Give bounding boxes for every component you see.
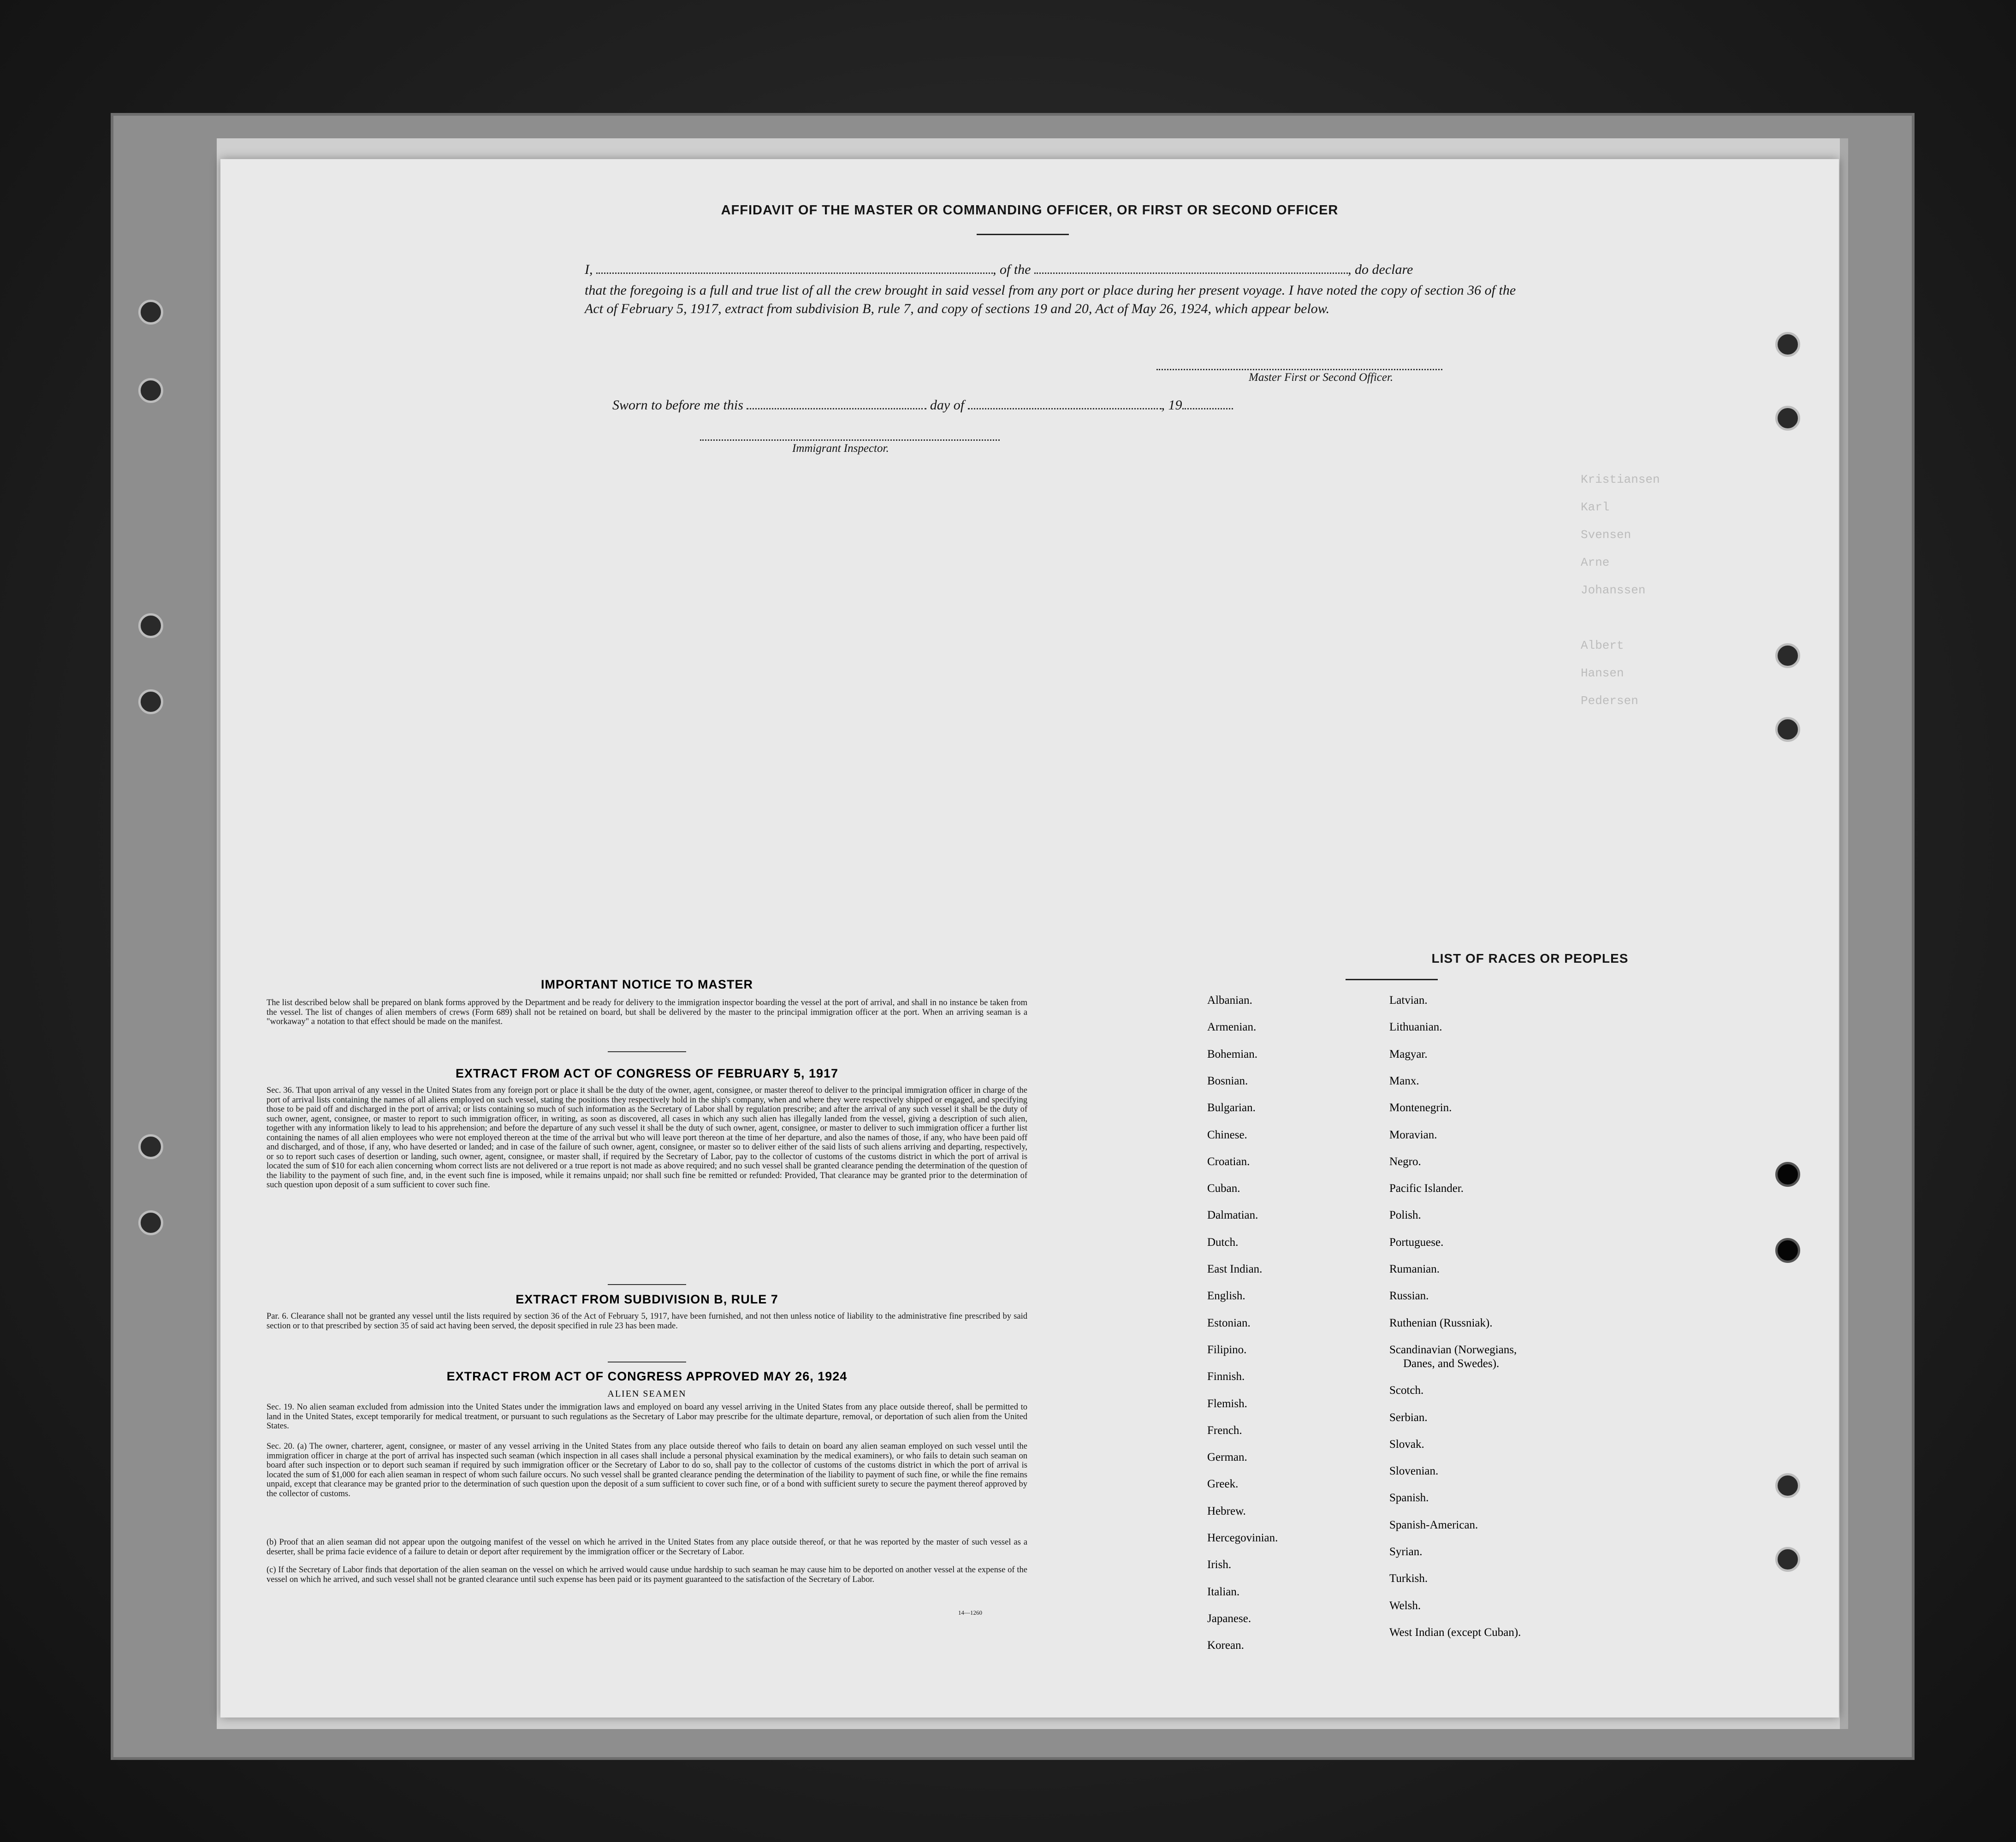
ghost-row: Johanssen xyxy=(1581,583,1646,597)
binder-hole-icon xyxy=(1775,1547,1800,1572)
race-item: Moravian. xyxy=(1389,1128,1437,1141)
race-item: Japanese. xyxy=(1207,1612,1251,1625)
ghost-row: Pedersen xyxy=(1581,694,1638,708)
race-item: German. xyxy=(1207,1451,1247,1464)
race-item: Syrian. xyxy=(1389,1546,1423,1558)
ghost-row: Hansen xyxy=(1581,666,1624,680)
binder-hole-icon xyxy=(1775,643,1800,668)
race-item: Albanian. xyxy=(1207,994,1252,1007)
declaration-do-declare: , do declare xyxy=(1348,262,1413,277)
race-item: Ruthenian (Russniak). xyxy=(1389,1316,1493,1329)
race-item: Estonian. xyxy=(1207,1316,1251,1329)
race-item: Spanish. xyxy=(1389,1492,1429,1504)
races-divider xyxy=(1346,979,1438,980)
declaration-body: that the foregoing is a full and true list of all the crew brought in said vessel from any port or place during her present voyage. I have noted the copy of section 36 of the Act of February 5, 1917, extract from subdivision B, rule 7, and copy of sections 19 and 20, Act of May 26, 1924, which appear below. xyxy=(585,283,1516,316)
binder-hole-icon xyxy=(138,1134,163,1159)
race-item: Manx. xyxy=(1389,1074,1419,1087)
race-item: Rumanian. xyxy=(1389,1263,1440,1275)
extract-1917-title: EXTRACT FROM ACT OF CONGRESS OF FEBRUARY 5, 1917 xyxy=(455,1066,839,1080)
binder-hole-icon xyxy=(1775,1238,1800,1263)
extract-1924-sec20c: (c) If the Secretary of Labor finds that deportation of the alien seaman on the vessel on which he arrived would cause undue hardship to such seaman he may cause him to be deported on another vessel at the expense of the vessel on which he arrived, and such vessel shall not be granted clearance until such expense has been paid or its payment guaranteed to the satisfaction of the Secretary of Labor. xyxy=(267,1565,1027,1584)
binder-hole-icon xyxy=(1775,1473,1800,1498)
extract-rule7-body: Par. 6. Clearance shall not be granted any vessel until the lists required by section 36 of the Act of February 5, 1917, have been furnished, and not then unless notice of liability to the administrative fine prescribed by said section or to that prescribed by section 35 of said act having been served, the deposit specified in rule 23 has been made. xyxy=(267,1312,1027,1331)
notice-title: IMPORTANT NOTICE TO MASTER xyxy=(541,977,753,991)
binder-hole-icon xyxy=(138,1210,163,1235)
race-item: Cuban. xyxy=(1207,1182,1240,1195)
master-signature-label: Master First or Second Officer. xyxy=(1249,371,1393,384)
declaration-i: I, xyxy=(585,262,593,277)
affidavit-title: AFFIDAVIT OF THE MASTER OR COMMANDING OFFICER, OR FIRST OR SECOND OFFICER xyxy=(721,203,1339,218)
race-item: French. xyxy=(1207,1424,1242,1437)
race-item: East Indian. xyxy=(1207,1263,1263,1275)
race-item: Montenegrin. xyxy=(1389,1102,1452,1114)
extract-rule7-title: EXTRACT FROM SUBDIVISION B, RULE 7 xyxy=(516,1292,778,1306)
race-item: Flemish. xyxy=(1207,1397,1247,1410)
race-item: Slovak. xyxy=(1389,1438,1424,1451)
binder-hole-icon xyxy=(1775,332,1800,357)
race-item: Spanish-American. xyxy=(1389,1518,1478,1531)
race-item: Croatian. xyxy=(1207,1155,1250,1168)
race-item: Pacific Islander. xyxy=(1389,1182,1464,1195)
race-item: Scandinavian (Norwegians, xyxy=(1389,1343,1517,1356)
race-item: Latvian. xyxy=(1389,994,1428,1007)
race-item: Italian. xyxy=(1207,1585,1240,1598)
alien-seamen-subtitle: ALIEN SEAMEN xyxy=(607,1389,687,1399)
binder-hole-icon xyxy=(138,378,163,403)
section-divider xyxy=(608,1051,686,1052)
day-of-text: day of xyxy=(930,397,965,413)
binder-hole-icon xyxy=(1775,1162,1800,1187)
race-item: Dutch. xyxy=(1207,1236,1239,1249)
extract-1924-title: EXTRACT FROM ACT OF CONGRESS APPROVED MAY 26, 1924 xyxy=(446,1369,848,1383)
ghost-row: Svensen xyxy=(1581,528,1631,542)
race-item: Slovenian. xyxy=(1389,1465,1439,1478)
race-item: Filipino. xyxy=(1207,1343,1247,1356)
ghost-row: Karl xyxy=(1581,500,1610,514)
binder-hole-icon xyxy=(138,613,163,638)
sworn-line xyxy=(612,395,1233,413)
year-prefix: , 19 xyxy=(1161,397,1182,413)
race-item: Welsh. xyxy=(1389,1599,1421,1612)
race-item: Korean. xyxy=(1207,1639,1244,1652)
race-item: Greek. xyxy=(1207,1478,1239,1491)
race-item: Russian. xyxy=(1389,1290,1429,1303)
race-item: Danes, and Swedes). xyxy=(1403,1357,1500,1370)
race-item: Lithuanian. xyxy=(1389,1021,1442,1034)
race-item: West Indian (except Cuban). xyxy=(1389,1626,1521,1639)
extract-1924-sec20b: (b) Proof that an alien seaman did not appear upon the outgoing manifest of the vessel on which he arrived in the United States from any place outside thereof, or that he was reported by the master of such vessel as a deserter, shall be prima facie evidence of a failure to detain or deport after requirement by the immigration officer or the Secretary of Labor. xyxy=(267,1538,1027,1557)
extract-1924-sec19: Sec. 19. No alien seaman excluded from admission into the United States under the immigration laws and employed on board any vessel arriving in the United States from any place outside thereof, shall be permitted to land in the United States, except temporarily for medical treatment, or pursuant to such regulations as the Secretary of Labor may prescribe for the ultimate departure, removal, or deportation of such alien from the United States. xyxy=(267,1403,1027,1431)
form-number: 14—1260 xyxy=(958,1609,982,1616)
race-item: Polish. xyxy=(1389,1209,1421,1222)
title-divider xyxy=(977,234,1069,235)
name-blank xyxy=(596,260,993,274)
master-signature-line xyxy=(1156,369,1442,370)
race-item: Armenian. xyxy=(1207,1021,1257,1034)
race-item: Magyar. xyxy=(1389,1048,1428,1060)
race-item: Chinese. xyxy=(1207,1128,1247,1141)
race-item: Serbian. xyxy=(1389,1411,1428,1424)
month-blank xyxy=(968,395,1162,409)
ghost-row: Kristiansen xyxy=(1581,473,1660,486)
ghost-row: Arne xyxy=(1581,556,1610,569)
declaration-of-the: , of the xyxy=(993,262,1031,277)
binder-hole-icon xyxy=(138,689,163,714)
section-divider xyxy=(608,1284,686,1285)
extract-1917-body: Sec. 36. That upon arrival of any vessel in the United States from any foreign port or place it shall be the duty of the owner, agent, consignee, or master thereof to deliver to the principal immigration officer in charge of the port of arrival lists containing the names of all aliens employed on such vessel, stating the positions they respectively hold in the ship's company, when and where they were respectively shipped or engaged, and specifying those to be paid off and discharged in the port of arrival; or lists containing so much of such information as the Secretary of Labor shall by regulation prescribe; and after the arrival of any such vessel it shall be the duty of such owner, agent, consignee, or master to report to such immigration officer, in writing, as soon as discovered, all cases in which any such alien has illegally landed from the vessel, giving a description of such alien, together with any information likely to lead to his apprehension; and before the departure of any such vessel it shall be the duty of such owner, agent, consignee, or master to deliver to such immigration officer a further list containing the names of all alien employees who were not employed thereon at the time of the arrival but who will leave port thereon at the time of her departure, and also the names of those, if any, who have been paid off and discharged, and of those, if any, who have deserted or landed; and in case of the failure of such owner, agent, consignee, or master so to deliver either of the said lists of such aliens arriving and departing, respectively, or so to report such cases of desertion or landing, such owner, agent, consignee, or master shall, if required by the Secretary of Labor, pay to the collector of customs of the customs district in which the port of arrival is located the sum of $10 for each alien concerning whom correct lists are not delivered or a true report is not made as above required; and no such vessel shall be granted clearance pending the determination of the question of the liability to the payment of such fine, and, in the event such fine is imposed, while it remains unpaid; nor shall such fine be remitted or refunded: Provided, That clearance may be granted prior to the determination of such question upon deposit of a sum sufficient to cover such fine. xyxy=(267,1086,1027,1190)
race-item: Hercegovinian. xyxy=(1207,1532,1278,1544)
sworn-text: Sworn to before me this xyxy=(612,397,743,413)
race-item: Portuguese. xyxy=(1389,1236,1444,1249)
declaration-first-line xyxy=(585,260,1413,278)
race-item: Negro. xyxy=(1389,1155,1421,1168)
ghost-row: Albert xyxy=(1581,639,1624,652)
races-title: LIST OF RACES OR PEOPLES xyxy=(1431,951,1629,965)
inspector-label: Immigrant Inspector. xyxy=(792,442,889,455)
binder-hole-icon xyxy=(138,300,163,325)
race-item: Finnish. xyxy=(1207,1370,1245,1383)
race-item: Hebrew. xyxy=(1207,1504,1246,1517)
year-blank xyxy=(1182,395,1233,409)
extract-1924-sec20a: Sec. 20. (a) The owner, charterer, agent, consignee, or master of any vessel arriving in the United States from any place outside thereof who fails to detain on board any alien seaman employed on such vessel until the immigration officer in charge at the port of arrival has inspected such seaman (which inspection in all cases shall include a personal physical examination by the medical examiners), or who fails to detain such seaman on board after such inspection or to deport such seaman if required by such immigration officer or the Secretary of Labor to do so, shall pay to the collector of customs of the customs district in which the port of arrival is located the sum of $1,000 for each alien seaman in respect of whom such failure occurs. No such vessel shall be granted clearance pending the determination of the liability to payment of such fine, or while the fine remains unpaid, except that clearance may be granted prior to the determination of such question upon the deposit of a sum sufficient to cover such fine, or of a bond with sufficient surety to secure the payment thereof approved by the collector of customs. xyxy=(267,1442,1027,1498)
race-item: Irish. xyxy=(1207,1558,1232,1571)
binder-hole-icon xyxy=(1775,406,1800,431)
race-item: Turkish. xyxy=(1389,1572,1428,1585)
affidavit-sheet xyxy=(220,159,1839,1718)
day-blank xyxy=(747,395,926,409)
race-item: Bohemian. xyxy=(1207,1048,1258,1060)
race-item: Bulgarian. xyxy=(1207,1102,1256,1114)
binder-hole-icon xyxy=(1775,717,1800,742)
vessel-blank xyxy=(1034,260,1348,274)
race-item: Dalmatian. xyxy=(1207,1209,1258,1222)
race-item: Scotch. xyxy=(1389,1384,1424,1397)
race-item: English. xyxy=(1207,1290,1245,1303)
inspector-signature-line xyxy=(700,439,1000,441)
race-item: Bosnian. xyxy=(1207,1074,1248,1087)
notice-body: The list described below shall be prepared on blank forms approved by the Department and be ready for delivery to the immigration inspector boarding the vessel at the port of arrival, and shall in no instance be taken from the vessel. The list of changes of alien members of crews (Form 689) shall not be retained on board, but shall be delivered by the master to the principal immigration officer at the port. When an arriving seaman is a "workaway" a notation to that effect should be made on the manifest. xyxy=(267,998,1027,1026)
